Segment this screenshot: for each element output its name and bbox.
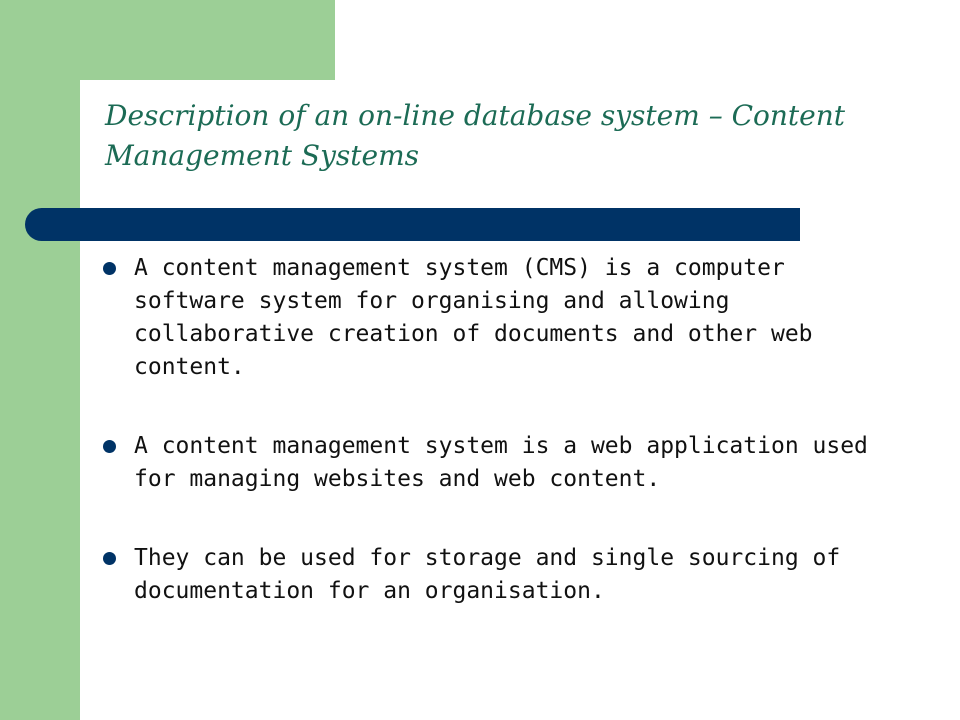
- bullet-text: A content management system is a web application used for managing websites and web content.: [134, 433, 868, 492]
- bullet-text: They can be used for storage and single sourcing of documentation for an organisation.: [134, 545, 841, 604]
- slide-title: Description of an on-line database system – Content Management Systems: [105, 99, 846, 172]
- green-top-band: [0, 0, 335, 80]
- bullet-text: A content management system (CMS) is a computer software system for organising and allowing collaborative creation of documents and other web content.: [134, 255, 813, 380]
- bullet-item: [100, 430, 900, 496]
- bullet-list: [100, 252, 900, 608]
- bullet-dot-icon: [103, 440, 116, 453]
- bullet-dot-icon: [103, 262, 116, 275]
- green-side-band: [0, 0, 80, 720]
- bullet-dot-icon: [103, 552, 116, 565]
- title-divider-bar: [25, 208, 800, 241]
- bullet-item: [100, 252, 900, 384]
- bullet-item: [100, 542, 900, 608]
